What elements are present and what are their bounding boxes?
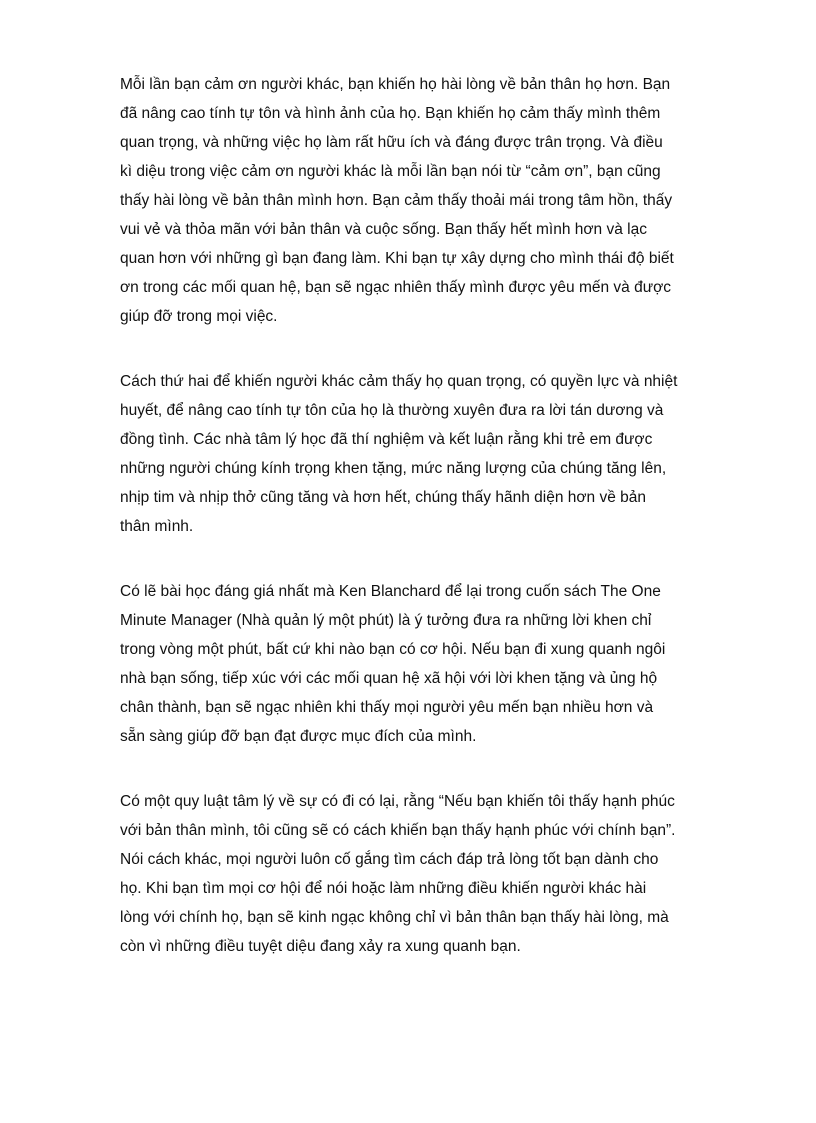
text-line: nhà bạn sống, tiếp xúc với các mối quan hệ xã hội với lời khen tặng và ủng hộ [120, 670, 658, 687]
text-line: quan hơn với những gì bạn đang làm. Khi bạn tự xây dựng cho mình thái độ biết [120, 250, 674, 267]
text-line: quan trọng, và những việc họ làm rất hữu ích và đáng được trân trọng. Và điều [120, 134, 663, 151]
text-line: kì diệu trong việc cảm ơn người khác là mỗi lần bạn nói từ “cảm ơn”, bạn cũng [120, 163, 661, 180]
text-line: đã nâng cao tính tự tôn và hình ảnh của họ. Bạn khiến họ cảm thấy mình thêm [120, 105, 661, 122]
text-line: ơn trong các mối quan hệ, bạn sẽ ngạc nhiên thấy mình được yêu mến và được [120, 279, 671, 296]
text-line: với bản thân mình, tôi cũng sẽ có cách khiến bạn thấy hạnh phúc với chính bạn”. [120, 822, 676, 839]
text-line: Có một quy luật tâm lý về sự có đi có lại, rằng “Nếu bạn khiến tôi thấy hạnh phúc [120, 793, 675, 810]
document-body [120, 70, 710, 997]
text-line: đồng tình. Các nhà tâm lý học đã thí nghiệm và kết luận rằng khi trẻ em được [120, 431, 653, 448]
text-line: Mỗi lần bạn cảm ơn người khác, bạn khiến họ hài lòng về bản thân họ hơn. Bạn [120, 76, 671, 93]
text-line: chân thành, bạn sẽ ngạc nhiên khi thấy mọi người yêu mến bạn nhiều hơn và [120, 699, 654, 716]
text-line: thấy hài lòng về bản thân mình hơn. Bạn cảm thấy thoải mái trong tâm hồn, thấy [120, 192, 673, 209]
text-line: Có lẽ bài học đáng giá nhất mà Ken Blanchard để lại trong cuốn sách The One [120, 583, 661, 600]
text-line: những người chúng kính trọng khen tặng, mức năng lượng của chúng tăng lên, [120, 460, 667, 477]
text-line: huyết, để nâng cao tính tự tôn của họ là thường xuyên đưa ra lời tán dương và [120, 402, 664, 419]
text-line: Nói cách khác, mọi người luôn cố gắng tìm cách đáp trả lòng tốt bạn dành cho [120, 851, 659, 868]
text-line: họ. Khi bạn tìm mọi cơ hội để nói hoặc làm những điều khiến người khác hài [120, 880, 647, 897]
text-line: Cách thứ hai để khiến người khác cảm thấy họ quan trọng, có quyền lực và nhiệt [120, 373, 678, 390]
text-line: lòng với chính họ, bạn sẽ kinh ngạc không chỉ vì bản thân bạn thấy hài lòng, mà [120, 909, 669, 926]
text-line: còn vì những điều tuyệt diệu đang xảy ra xung quanh bạn. [120, 938, 521, 955]
text-line: Minute Manager (Nhà quản lý một phút) là ý tưởng đưa ra những lời khen chỉ [120, 612, 652, 629]
paragraph-3 [120, 577, 710, 751]
text-line: thân mình. [120, 518, 194, 535]
text-line: sẵn sàng giúp đỡ bạn đạt được mục đích của mình. [120, 728, 477, 745]
text-line: giúp đỡ trong mọi việc. [120, 308, 278, 325]
paragraph-2 [120, 367, 710, 541]
text-line: nhịp tim và nhịp thở cũng tăng và hơn hết, chúng thấy hãnh diện hơn về bản [120, 489, 646, 506]
text-line: trong vòng một phút, bất cứ khi nào bạn có cơ hội. Nếu bạn đi xung quanh ngôi [120, 641, 666, 658]
text-line: vui vẻ và thỏa mãn với bản thân và cuộc sống. Bạn thấy hết mình hơn và lạc [120, 221, 647, 238]
paragraph-1 [120, 70, 710, 331]
paragraph-4 [120, 787, 710, 961]
